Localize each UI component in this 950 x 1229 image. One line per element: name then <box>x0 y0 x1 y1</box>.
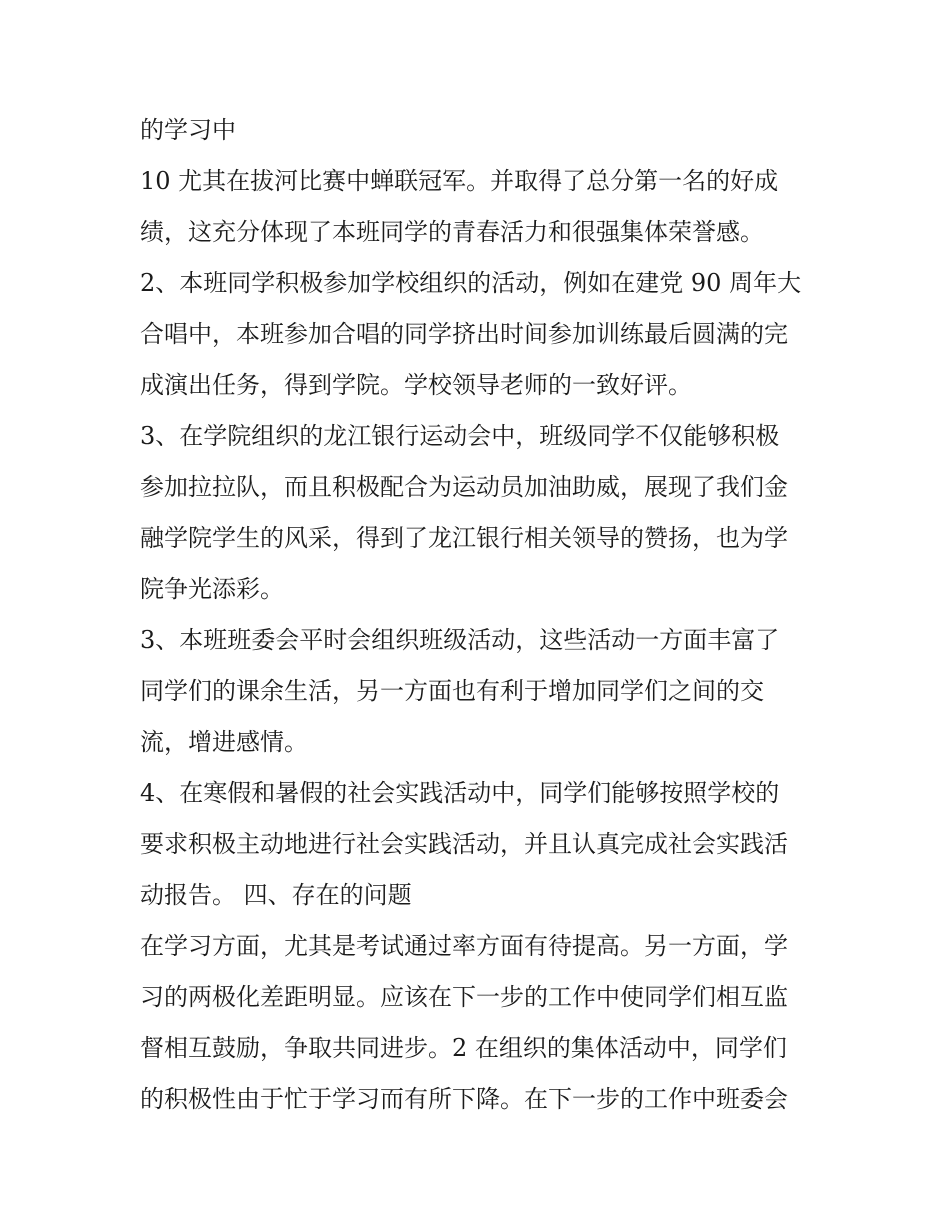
text-line: 要求积极主动地进行社会实践活动，并且认真完成社会实践活 <box>140 830 788 858</box>
text-line: 4、在寒假和暑假的社会实践活动中，同学们能够按照学校的 <box>140 779 780 807</box>
text-line: 同学们的课余生活，另一方面也有利于增加同学们之间的交 <box>140 677 764 705</box>
text-line: 参加拉拉队，而且积极配合为运动员加油助威，展现了我们金 <box>140 473 788 501</box>
text-line: 流，增进感情。 <box>140 728 308 756</box>
text-line: 动报告。 四、存在的问题 <box>140 881 412 909</box>
text-line: 的积极性由于忙于学习而有所下降。在下一步的工作中班委会 <box>140 1085 788 1113</box>
text-line: 10 尤其在拔河比赛中蝉联冠军。并取得了总分第一名的好成 <box>140 167 779 195</box>
text-line: 2、本班同学积极参加学校组织的活动，例如在建党 90 周年大 <box>140 269 802 297</box>
text-line: 院争光添彩。 <box>140 575 284 603</box>
text-line: 绩，这充分体现了本班同学的青春活力和很强集体荣誉感。 <box>140 218 764 246</box>
text-line: 3、本班班委会平时会组织班级活动，这些活动一方面丰富了 <box>140 626 780 654</box>
text-line: 成演出任务，得到学院。学校领导老师的一致好评。 <box>140 371 692 399</box>
text-line: 的学习中 <box>140 116 236 144</box>
text-line: 3、在学院组织的龙江银行运动会中，班级同学不仅能够积极 <box>140 422 780 450</box>
text-line: 在学习方面，尤其是考试通过率方面有待提高。另一方面，学 <box>140 932 788 960</box>
text-line: 合唱中，本班参加合唱的同学挤出时间参加训练最后圆满的完 <box>140 320 788 348</box>
text-line: 督相互鼓励，争取共同进步。2 在组织的集体活动中，同学们 <box>140 1034 787 1062</box>
text-line: 习的两极化差距明显。应该在下一步的工作中使同学们相互监 <box>140 983 788 1011</box>
text-line: 融学院学生的风采，得到了龙江银行相关领导的赞扬，也为学 <box>140 524 788 552</box>
